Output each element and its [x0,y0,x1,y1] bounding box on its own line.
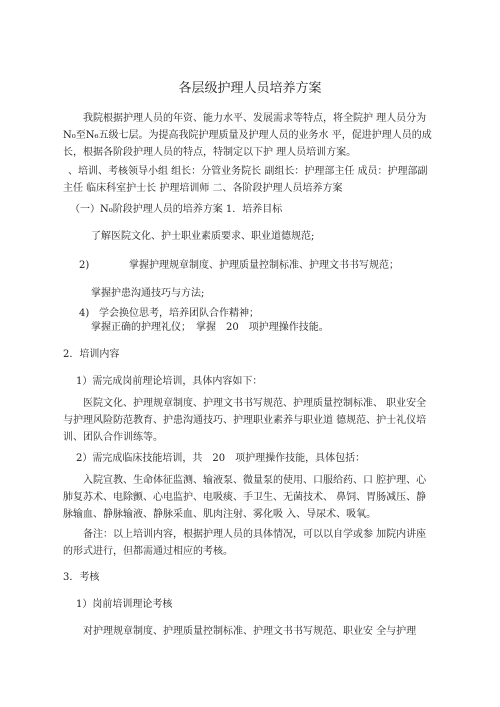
goal-2-number: 2) [79,260,90,271]
org-paragraph: 、培训、考核领导小组 组长：分管业务院长 副组长：护理部主任 成员：护理部副主任 临床科室护士长 护理培训师 二、各阶段护理人员培养方案 [63,166,428,194]
intro-paragraph: 我院根据护理人员的年资、能力水平、发展需求等特点，将全院护 理人员分为N₀至N₆五级七层。为提高我院护理质量及护理人员的业务水 平，促进护理人员的成长，根据各阶段护理人员的特点，特制定以下护 理人员培训方案。 [63,113,432,158]
section-2-heading: 2．培训内容 [63,349,120,360]
goal-3: 掌握护患沟通技巧与方法; [91,288,205,299]
document-title: 各层级护理人员培养方案 [178,81,322,96]
goal-2: 掌握护理规章制度、护理质量控制标准、护理文书书写规范； [129,260,399,271]
subsection-2: 2）需完成临床技能培训，共 20 项护理操作技能，具体包括： [76,453,366,464]
goal-5: 掌握正确的护理礼仪； 掌握 20 项护理操作技能。 [91,322,329,333]
note-paragraph: 备注：以上培训内容，根据护理人员的具体情况，可以以自学或参 加院内讲座的形式进行，但都需通过相应的考核。 [63,529,427,557]
subsection-3: 1）岗前培训理论考核 [76,599,173,610]
n0-heading: （一）N₀阶段护理人员的培养方案 1．培养目标 [70,204,283,215]
skills-paragraph: 入院宣教、生命体征监测、输液泵、微量泵的使用、口服给药、口 腔护理、心肺复苏术、电除颤、心电监护、电吸痰、手卫生、无菌技术、 鼻饲、胃肠减压、静脉输血、静脉输液、静脉采血、肌肉注射、雾化吸 入、导尿术、吸氧。 [63,475,427,520]
subsection-1: 1）需完成岗前理论培训，具体内容如下： [76,376,263,387]
last-line: 对护理规章制度、护理质量控制标准、护理文书书写规范、职业安 全与护理 [83,626,417,637]
goal-4: 学会换位思考，培养团队合作精神； [99,308,259,319]
training-content-paragraph: 医院文化、护理规章制度、护理文书书写规范、护理质量控制标准、 职业安全与护理风险防范教育、护患沟通技巧、护理职业素养与职业道 德规范、护士礼仪培训、团队合作训练等。 [63,398,427,443]
section-3-heading: 3．考核 [63,572,100,583]
goal-1: 了解医院文化、护士职业素质要求、职业道德规范; [91,231,315,242]
goal-4-number: 4) [79,308,90,319]
